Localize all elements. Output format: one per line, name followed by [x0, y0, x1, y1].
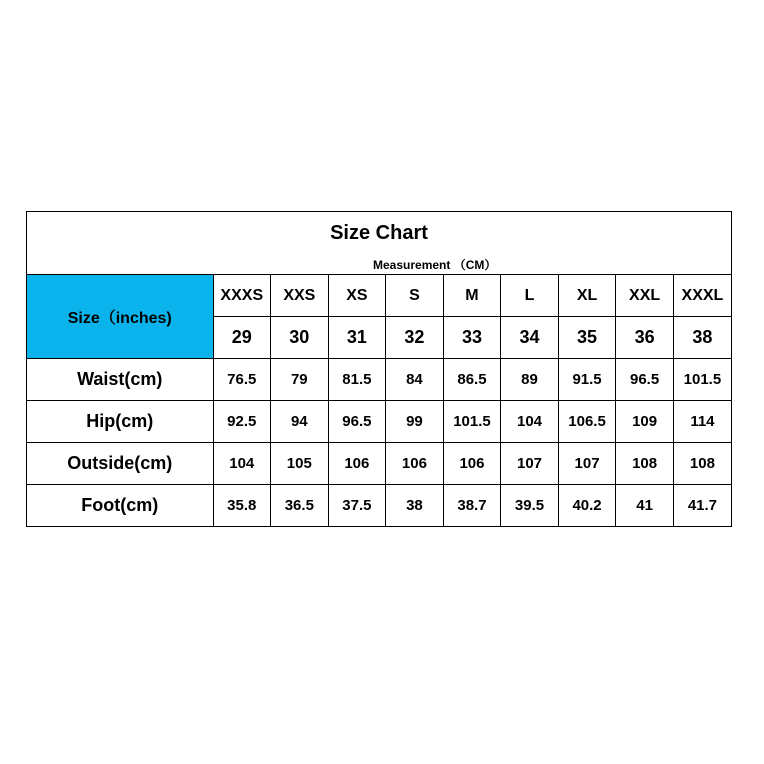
table-cell: 104 — [501, 401, 559, 443]
table-cell: 105 — [271, 443, 329, 485]
size-code: XXXL — [673, 275, 731, 317]
table-cell: 96.5 — [328, 401, 386, 443]
table-cell: 41 — [616, 485, 674, 527]
inch-value: 35 — [558, 317, 616, 359]
inch-value: 36 — [616, 317, 674, 359]
table-cell: 89 — [501, 359, 559, 401]
table-cell: 38 — [386, 485, 444, 527]
size-code: XS — [328, 275, 386, 317]
inch-value: 34 — [501, 317, 559, 359]
size-header-cell: Size（inches) — [27, 275, 213, 359]
table-cell: 101.5 — [443, 401, 501, 443]
table-cell: 91.5 — [558, 359, 616, 401]
row-label-waist: Waist(cm) — [27, 359, 213, 401]
table-cell: 40.2 — [558, 485, 616, 527]
table-cell: 86.5 — [443, 359, 501, 401]
size-code: XXS — [271, 275, 329, 317]
table-cell: 104 — [213, 443, 271, 485]
chart-subtitle: Measurement （CM） — [373, 258, 497, 272]
table-cell: 106.5 — [558, 401, 616, 443]
size-code: L — [501, 275, 559, 317]
table-row — [27, 443, 731, 485]
size-table — [27, 275, 731, 526]
size-chart — [26, 211, 732, 527]
table-cell: 37.5 — [328, 485, 386, 527]
table-row — [27, 485, 731, 527]
table-cell: 35.8 — [213, 485, 271, 527]
size-code: M — [443, 275, 501, 317]
chart-title: Size Chart — [330, 222, 428, 244]
size-code: XXL — [616, 275, 674, 317]
table-cell: 39.5 — [501, 485, 559, 527]
table-cell: 101.5 — [673, 359, 731, 401]
table-cell: 96.5 — [616, 359, 674, 401]
table-cell: 114 — [673, 401, 731, 443]
inch-value: 30 — [271, 317, 329, 359]
inch-value: 31 — [328, 317, 386, 359]
table-row — [27, 359, 731, 401]
table-cell: 109 — [616, 401, 674, 443]
inch-value: 38 — [673, 317, 731, 359]
table-cell: 76.5 — [213, 359, 271, 401]
inch-value: 32 — [386, 317, 444, 359]
table-cell: 36.5 — [271, 485, 329, 527]
size-code: XL — [558, 275, 616, 317]
size-code: S — [386, 275, 444, 317]
table-cell: 108 — [673, 443, 731, 485]
table-cell: 92.5 — [213, 401, 271, 443]
table-cell: 79 — [271, 359, 329, 401]
table-cell: 108 — [616, 443, 674, 485]
title-band — [27, 212, 731, 275]
table-cell: 94 — [271, 401, 329, 443]
table-cell: 106 — [443, 443, 501, 485]
size-code: XXXS — [213, 275, 271, 317]
table-cell: 106 — [386, 443, 444, 485]
table-cell: 107 — [558, 443, 616, 485]
row-label-outside: Outside(cm) — [27, 443, 213, 485]
table-cell: 38.7 — [443, 485, 501, 527]
inch-value: 29 — [213, 317, 271, 359]
table-cell: 81.5 — [328, 359, 386, 401]
table-cell: 106 — [328, 443, 386, 485]
table-cell: 84 — [386, 359, 444, 401]
table-cell: 99 — [386, 401, 444, 443]
table-row — [27, 401, 731, 443]
row-label-foot: Foot(cm) — [27, 485, 213, 527]
table-cell: 107 — [501, 443, 559, 485]
table-cell: 41.7 — [673, 485, 731, 527]
inch-value: 33 — [443, 317, 501, 359]
size-code-row — [27, 275, 731, 317]
row-label-hip: Hip(cm) — [27, 401, 213, 443]
